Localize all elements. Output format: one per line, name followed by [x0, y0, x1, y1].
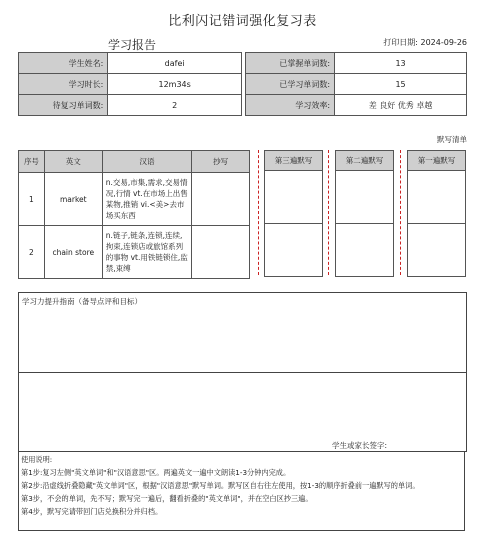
instructions: [18, 451, 465, 531]
mastered-value: 13: [335, 53, 467, 74]
row-english: market: [44, 173, 102, 226]
row-index: 2: [19, 226, 45, 279]
dictation-list-label: 默写清单: [437, 135, 467, 144]
header-english: 英文: [44, 151, 102, 173]
dictation-cell[interactable]: [265, 171, 322, 224]
learned-value: 15: [335, 74, 467, 95]
header-index: 序号: [19, 151, 45, 173]
fold-line: [328, 150, 329, 275]
report-subtitle: 学习报告: [108, 38, 157, 52]
review-label: 待复习单词数:: [19, 95, 108, 116]
row-index: 1: [19, 173, 45, 226]
header-copy: 抄写: [192, 151, 250, 173]
review-value: 2: [108, 95, 242, 116]
fold-line: [400, 150, 401, 275]
print-date-value: 2024-09-26: [420, 38, 467, 47]
guide-title: 学习力提升指南（备导点评和目标）: [22, 297, 142, 306]
dictation-column-first: [407, 150, 466, 277]
instruction-line: 第4步，默写完请带回门店兑换积分并归档。: [21, 507, 163, 516]
dictation-header: 第三遍默写: [265, 151, 322, 171]
dictation-cell[interactable]: [265, 224, 322, 276]
table-row: [19, 173, 250, 226]
fold-line: [258, 150, 259, 275]
signature-label: 学生或家长签字:: [332, 441, 388, 450]
comment-box[interactable]: [18, 372, 467, 452]
dictation-column-second: [335, 150, 394, 277]
name-value: dafei: [108, 53, 242, 74]
dictation-header: 第二遍默写: [336, 151, 393, 171]
table-row: [19, 226, 250, 279]
row-copy-cell[interactable]: [192, 173, 250, 226]
page-title: 比利闪记错词强化复习表: [168, 14, 317, 29]
row-copy-cell[interactable]: [192, 226, 250, 279]
row-meaning: n.交易,市集,需求,交易情况,行情 vt.在市场上出售某物,推销 vi.<美>去市场买东西: [102, 173, 192, 226]
dictation-header: 第一遍默写: [408, 151, 465, 171]
student-info-table: [18, 52, 467, 116]
header-chinese: 汉语: [102, 151, 192, 173]
dictation-cell[interactable]: [408, 171, 465, 224]
instruction-line: 第1步:复习左侧"英文单词"和"汉语意思"区。两遍英文一遍中文朗读1-3分钟内完成。: [21, 468, 291, 477]
effect-value: 差 良好 优秀 卓越: [335, 95, 467, 116]
instruction-line: 第2步:沿虚线折叠隐藏"英文单词"区，根据"汉语意思"默写单词。默写区自右往左使用，按1-3的顺序折叠前一遍默写的单词。: [21, 481, 420, 490]
instruction-line: 第3步，不会的单词，先不写；默写完一遍后，翻看折叠的"英文单词"，并在空白区抄三遍。: [21, 494, 313, 503]
mastered-label: 已掌握单词数:: [245, 53, 334, 74]
duration-label: 学习时长:: [19, 74, 108, 95]
instruction-line: 使用说明:: [21, 455, 53, 464]
learned-label: 已学习单词数:: [245, 74, 334, 95]
row-english: chain store: [44, 226, 102, 279]
name-label: 学生姓名:: [19, 53, 108, 74]
word-table: [18, 150, 250, 279]
dictation-cell[interactable]: [336, 224, 393, 276]
print-date: [383, 37, 467, 48]
duration-value: 12m34s: [108, 74, 242, 95]
dictation-cell[interactable]: [336, 171, 393, 224]
dictation-column-third: [264, 150, 323, 277]
dictation-cell[interactable]: [408, 224, 465, 276]
effect-label: 学习效率:: [245, 95, 334, 116]
print-date-label: 打印日期:: [383, 38, 418, 47]
row-meaning: n.链子,链条,连锁,连续,拘束,连锁店或旅馆系列的事物 vt.用铁链锁住,监禁,束缚: [102, 226, 192, 279]
